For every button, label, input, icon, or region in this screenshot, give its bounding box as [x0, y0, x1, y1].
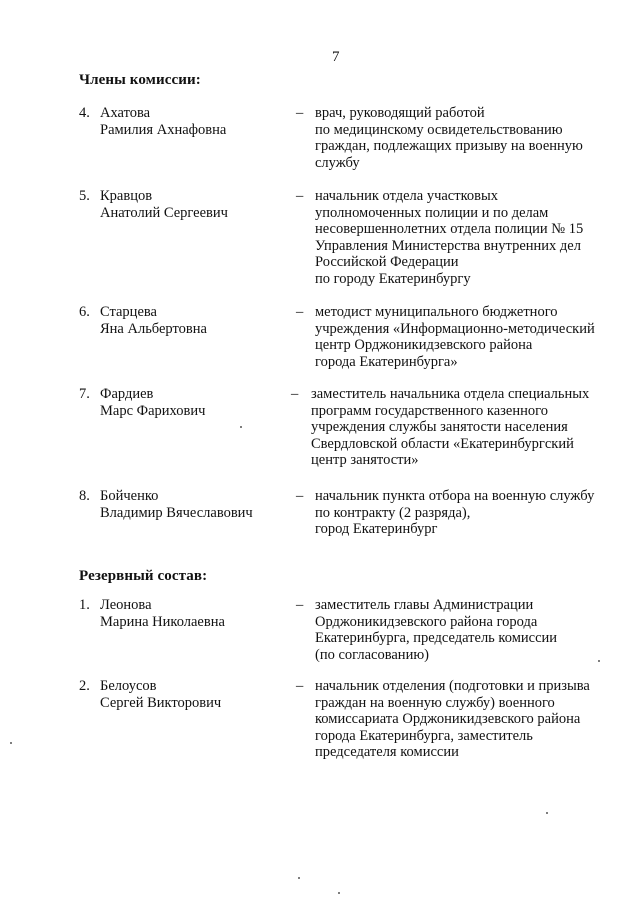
position-line: учреждения службы занятости населения: [311, 419, 568, 436]
surname: Кравцов: [100, 188, 153, 204]
dash: –: [296, 304, 304, 320]
given-names: Яна Альбертовна: [100, 320, 207, 337]
member-name: [100, 304, 207, 337]
position-line: Орджоникидзевского района города: [315, 613, 538, 630]
dash: –: [296, 188, 304, 204]
member-name: [100, 386, 205, 419]
member-position: [315, 678, 625, 761]
member-name: [100, 188, 228, 221]
position-line: города Екатеринбурга»: [315, 353, 458, 370]
given-names: Марина Николаевна: [100, 613, 225, 630]
position-line: врач, руководящий работой: [315, 105, 485, 121]
member-name: [100, 678, 221, 711]
position-line: по медицинскому освидетельствованию: [315, 121, 563, 138]
surname: Леонова: [100, 597, 152, 613]
scan-speck: [298, 877, 300, 879]
given-names: Рамилия Ахнафовна: [100, 121, 227, 138]
section-heading-members: Члены комиссии:: [79, 72, 201, 88]
surname: Бойченко: [100, 488, 159, 504]
position-line: учреждения «Информационно-методический: [315, 320, 595, 337]
member-entry: [79, 304, 619, 394]
position-line: начальник пункта отбора на военную службу: [315, 488, 595, 504]
surname: Старцева: [100, 304, 157, 320]
given-names: Марс Фарихович: [100, 402, 206, 419]
member-position: [315, 188, 625, 288]
position-line: методист муниципального бюджетного: [315, 304, 558, 320]
scan-speck: [10, 742, 12, 744]
member-name: [100, 597, 225, 630]
surname: Ахатова: [100, 105, 151, 121]
position-line: Свердловской области «Екатеринбургский: [311, 435, 574, 452]
position-line: по контракту (2 разряда),: [315, 504, 471, 521]
position-line: начальник отделения (подготовки и призыва: [315, 678, 590, 694]
entry-number: 5.: [79, 188, 90, 204]
member-entry: [79, 105, 619, 195]
dash: –: [296, 597, 304, 613]
entry-number: 2.: [79, 678, 90, 694]
position-line: Управления Министерства внутренних дел: [315, 237, 581, 254]
entry-number: 8.: [79, 488, 90, 504]
given-names: Сергей Викторович: [100, 694, 222, 711]
member-name: [100, 488, 253, 521]
surname: Белоусов: [100, 678, 157, 694]
position-line: города Екатеринбурга, заместитель: [315, 727, 533, 744]
member-position: [315, 488, 625, 538]
scan-speck: [546, 812, 548, 814]
position-line: (по согласованию): [315, 646, 429, 663]
entry-number: 6.: [79, 304, 90, 320]
given-names: Анатолий Сергеевич: [100, 204, 228, 221]
section-heading-reserve: Резервный состав:: [79, 568, 208, 584]
position-line: службу: [315, 154, 360, 171]
position-line: комиссариата Орджоникидзевского района: [315, 711, 581, 728]
member-entry: [79, 678, 619, 768]
scan-speck: [240, 426, 242, 428]
member-name: [100, 105, 226, 138]
page-number: 7: [332, 49, 340, 65]
member-position: [315, 597, 625, 663]
position-line: Екатеринбурга, председатель комиссии: [315, 630, 558, 647]
surname: Фардиев: [100, 386, 154, 402]
member-position: [315, 304, 625, 370]
member-position: [315, 105, 625, 171]
member-entry: [79, 597, 619, 687]
position-line: начальник отдела участковых: [315, 188, 498, 204]
dash: –: [296, 678, 304, 694]
position-line: Российской Федерации: [315, 254, 459, 271]
dash: –: [291, 386, 299, 402]
position-line: граждан, подлежащих призыву на военную: [315, 138, 583, 155]
member-entry: [79, 488, 619, 578]
position-line: заместитель главы Администрации: [315, 597, 534, 613]
position-line: центр занятости»: [311, 452, 419, 469]
scan-speck: [598, 660, 600, 662]
dash: –: [296, 488, 304, 504]
entry-number: 4.: [79, 105, 90, 121]
given-names: Владимир Вячеславович: [100, 504, 253, 521]
member-position: [311, 386, 621, 469]
position-line: заместитель начальника отдела специальных: [311, 386, 590, 402]
position-line: граждан на военную службу) военного: [315, 694, 555, 711]
position-line: центр Орджоникидзевского района: [315, 337, 533, 354]
scan-speck: [338, 892, 340, 894]
entry-number: 1.: [79, 597, 90, 613]
position-line: город Екатеринбург: [315, 521, 438, 538]
entry-number: 7.: [79, 386, 90, 402]
member-entry: [79, 188, 619, 298]
member-entry: [79, 386, 619, 476]
position-line: уполномоченных полиции и по делам: [315, 204, 549, 221]
dash: –: [296, 105, 304, 121]
position-line: председателя комиссии: [315, 744, 459, 761]
position-line: несовершеннолетних отдела полиции № 15: [315, 221, 584, 238]
position-line: по городу Екатеринбургу: [315, 270, 471, 287]
position-line: программ государственного казенного: [311, 402, 548, 419]
